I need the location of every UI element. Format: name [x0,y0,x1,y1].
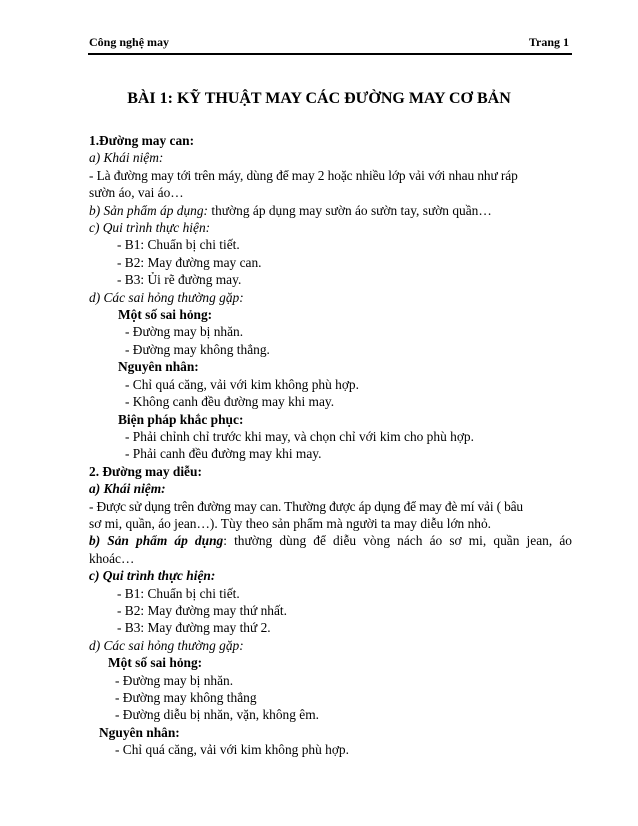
s1-d-sub2-item-1: - Chỉ quá căng, vải với kim không phù hợp. [125,376,359,392]
s2-a-line1: - Được sử dụng trên đường may can. Thường được áp dụng để may đè mí vải ( bâu [89,498,523,514]
s1-step-1: - B1: Chuẩn bị chi tiết. [117,237,240,253]
s2-b-row [89,532,572,549]
s2-d-sub2-heading: Nguyên nhân: [99,724,180,740]
s1-d-sub3-item-1: - Phải chỉnh chỉ trước khi may, và chọn chỉ với kim cho phù hợp. [125,428,474,444]
s1-b-row [89,202,572,219]
s2-d-sub1-item-1: - Đường may bị nhăn. [115,672,234,688]
s2-d-label: d) Các sai hỏng thường gặp: [89,637,244,653]
s2-a-label: a) Khái niệm: [89,481,166,497]
s1-d-sub3-heading: Biện pháp khắc phục: [118,411,244,427]
s1-d-sub2-item-2: - Không canh đều đường may khi may. [125,394,335,410]
s2-d-sub1-item-3: - Đường diễu bị nhăn, vặn, không êm. [115,707,320,723]
s1-d-sub1-item-2: - Đường may không thẳng. [125,341,270,357]
section-2-heading: 2. Đường may diễu: [89,463,202,479]
document-body [89,132,572,759]
header-subject: Công nghệ may [89,35,170,49]
s2-step-3: - B3: May đường may thứ 2. [117,620,271,636]
s2-c-label: c) Qui trình thực hiện: [89,568,216,584]
s1-d-label: d) Các sai hỏng thường gặp: [89,289,244,305]
s1-d-sub1-item-1: - Đường may bị nhăn. [125,324,244,340]
s1-d-sub3-item-2: - Phải canh đều đường may khi may. [125,446,322,462]
s2-step-2: - B2: May đường may thứ nhất. [117,602,287,618]
s1-c-label: c) Qui trình thực hiện: [89,220,211,236]
header-rule [88,53,572,55]
s2-d-sub1-item-2: - Đường may không thẳng [115,690,257,705]
s1-b-label: b) Sản phẩm áp dụng: [89,202,209,218]
s2-d-sub2-item-1: - Chỉ quá căng, vải với kim không phù hợp. [115,742,349,758]
s2-d-sub1-heading: Một số sai hỏng: [108,655,203,671]
s2-step-1: - B1: Chuẩn bị chi tiết. [117,585,240,601]
s1-step-3: - B3: Ủi rẽ đường may. [117,272,242,288]
header-page-number: Trang 1 [528,35,569,49]
page-header [89,35,569,50]
s2-a-line2: sơ mi, quần, áo jean…). Tùy theo sản phẩm mà người ta may diễu lớn nhỏ. [89,515,491,531]
s2-b-text-line1: : thường dùng để diễu vòng nách áo sơ mi, quần jean, áo [223,533,572,549]
s1-b-text: thường áp dụng may sườn áo sườn tay, sườn quần… [208,202,492,218]
s1-a-label: a) Khái niệm: [89,150,164,166]
lesson-title: BÀI 1: KỸ THUẬT MAY CÁC ĐƯỜNG MAY CƠ BẢN [127,90,511,107]
s1-d-sub1-heading: Một số sai hỏng: [118,307,213,323]
s1-step-2: - B2: May đường may can. [117,254,262,270]
s2-b-label: b) Sản phẩm áp dụng [89,533,224,549]
s2-b-text-line2: khoác… [89,550,135,566]
section-1-heading: 1.Đường may can: [89,133,195,148]
s1-a-line1: - Là đường may tới trên máy, dùng để may 2 hoặc nhiều lớp vải với nhau như ráp [89,167,518,183]
s1-a-line2: sườn áo, vai áo… [89,185,184,201]
s1-d-sub2-heading: Nguyên nhân: [118,359,199,375]
